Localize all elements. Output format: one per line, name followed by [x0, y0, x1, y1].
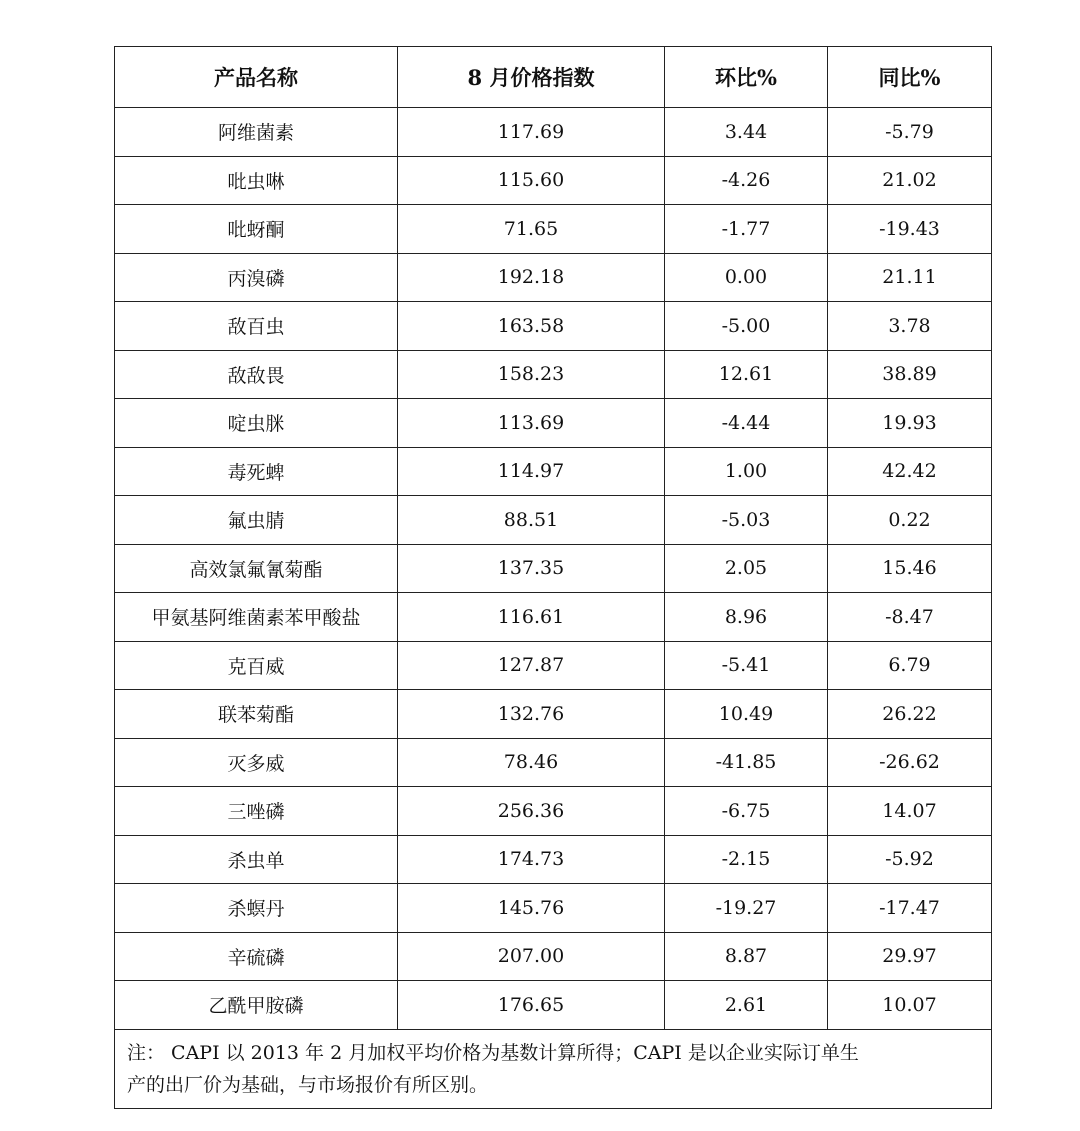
cell-mom: 12.61	[665, 350, 828, 399]
header-mom-change: 环比%	[665, 47, 828, 108]
note-line-1: 注： CAPI 以 2013 年 2 月加权平均价格为基数计算所得；CAPI 是以企业实际订单生	[127, 1041, 859, 1064]
cell-product-name: 三唑磷	[115, 787, 398, 836]
cell-product-name: 杀虫单	[115, 835, 398, 884]
cell-mom: -41.85	[665, 738, 828, 787]
cell-index: 116.61	[398, 593, 665, 642]
cell-yoy: -17.47	[828, 884, 992, 933]
note-row	[115, 1029, 992, 1108]
header-product-name: 产品名称	[115, 47, 398, 108]
cell-index: 163.58	[398, 302, 665, 351]
table-row	[115, 302, 992, 351]
table-row	[115, 544, 992, 593]
cell-index: 145.76	[398, 884, 665, 933]
cell-yoy: 19.93	[828, 399, 992, 448]
cell-mom: -4.26	[665, 156, 828, 205]
cell-index: 127.87	[398, 641, 665, 690]
cell-index: 114.97	[398, 447, 665, 496]
cell-product-name: 高效氯氟氰菊酯	[115, 544, 398, 593]
cell-mom: -5.03	[665, 496, 828, 545]
cell-mom: -6.75	[665, 787, 828, 836]
cell-mom: 0.00	[665, 253, 828, 302]
table-note	[115, 1029, 992, 1108]
cell-index: 176.65	[398, 981, 665, 1030]
cell-product-name: 敌敌畏	[115, 350, 398, 399]
table-row	[115, 447, 992, 496]
cell-product-name: 毒死蜱	[115, 447, 398, 496]
cell-yoy: 10.07	[828, 981, 992, 1030]
cell-product-name: 吡蚜酮	[115, 205, 398, 254]
cell-mom: -5.41	[665, 641, 828, 690]
cell-yoy: -5.79	[828, 108, 992, 157]
cell-index: 132.76	[398, 690, 665, 739]
cell-product-name: 辛硫磷	[115, 932, 398, 981]
table-header-row	[115, 47, 992, 108]
table-row	[115, 981, 992, 1030]
table-row	[115, 156, 992, 205]
cell-index: 117.69	[398, 108, 665, 157]
table-row	[115, 690, 992, 739]
cell-mom: 8.96	[665, 593, 828, 642]
cell-index: 88.51	[398, 496, 665, 545]
cell-yoy: -19.43	[828, 205, 992, 254]
cell-yoy: -26.62	[828, 738, 992, 787]
cell-product-name: 乙酰甲胺磷	[115, 981, 398, 1030]
cell-mom: -5.00	[665, 302, 828, 351]
cell-index: 207.00	[398, 932, 665, 981]
cell-product-name: 氟虫腈	[115, 496, 398, 545]
table-row	[115, 787, 992, 836]
cell-yoy: 6.79	[828, 641, 992, 690]
table-row	[115, 205, 992, 254]
table-row	[115, 641, 992, 690]
cell-mom: 3.44	[665, 108, 828, 157]
cell-index: 115.60	[398, 156, 665, 205]
cell-product-name: 丙溴磷	[115, 253, 398, 302]
note-line-2: 产的出厂价为基础，与市场报价有所区别。	[127, 1073, 489, 1096]
table-row	[115, 738, 992, 787]
cell-yoy: 14.07	[828, 787, 992, 836]
cell-yoy: 21.02	[828, 156, 992, 205]
table-row	[115, 835, 992, 884]
cell-index: 158.23	[398, 350, 665, 399]
cell-yoy: 21.11	[828, 253, 992, 302]
cell-yoy: 42.42	[828, 447, 992, 496]
cell-mom: 2.05	[665, 544, 828, 593]
cell-mom: 8.87	[665, 932, 828, 981]
cell-index: 174.73	[398, 835, 665, 884]
cell-mom: 10.49	[665, 690, 828, 739]
cell-index: 192.18	[398, 253, 665, 302]
cell-product-name: 杀螟丹	[115, 884, 398, 933]
cell-product-name: 阿维菌素	[115, 108, 398, 157]
cell-yoy: 3.78	[828, 302, 992, 351]
header-yoy-change: 同比%	[828, 47, 992, 108]
cell-index: 113.69	[398, 399, 665, 448]
cell-product-name: 甲氨基阿维菌素苯甲酸盐	[115, 593, 398, 642]
cell-mom: -4.44	[665, 399, 828, 448]
cell-index: 137.35	[398, 544, 665, 593]
header-august-index: 8 月价格指数	[398, 47, 665, 108]
table-row	[115, 496, 992, 545]
cell-yoy: -5.92	[828, 835, 992, 884]
table-row	[115, 350, 992, 399]
cell-mom: -19.27	[665, 884, 828, 933]
cell-mom: -2.15	[665, 835, 828, 884]
cell-yoy: 38.89	[828, 350, 992, 399]
table-body	[115, 108, 992, 1109]
cell-product-name: 吡虫啉	[115, 156, 398, 205]
cell-yoy: 0.22	[828, 496, 992, 545]
cell-mom: -1.77	[665, 205, 828, 254]
cell-mom: 1.00	[665, 447, 828, 496]
cell-index: 78.46	[398, 738, 665, 787]
table-row	[115, 253, 992, 302]
cell-index: 71.65	[398, 205, 665, 254]
cell-yoy: 26.22	[828, 690, 992, 739]
table-row	[115, 108, 992, 157]
cell-product-name: 敌百虫	[115, 302, 398, 351]
cell-product-name: 克百威	[115, 641, 398, 690]
table-row	[115, 399, 992, 448]
cell-yoy: 29.97	[828, 932, 992, 981]
cell-yoy: 15.46	[828, 544, 992, 593]
cell-product-name: 啶虫脒	[115, 399, 398, 448]
cell-index: 256.36	[398, 787, 665, 836]
table-row	[115, 884, 992, 933]
cell-yoy: -8.47	[828, 593, 992, 642]
cell-mom: 2.61	[665, 981, 828, 1030]
price-index-table	[114, 46, 992, 1109]
cell-product-name: 灭多威	[115, 738, 398, 787]
cell-product-name: 联苯菊酯	[115, 690, 398, 739]
price-index-table-container	[114, 46, 991, 1109]
table-row	[115, 593, 992, 642]
table-row	[115, 932, 992, 981]
